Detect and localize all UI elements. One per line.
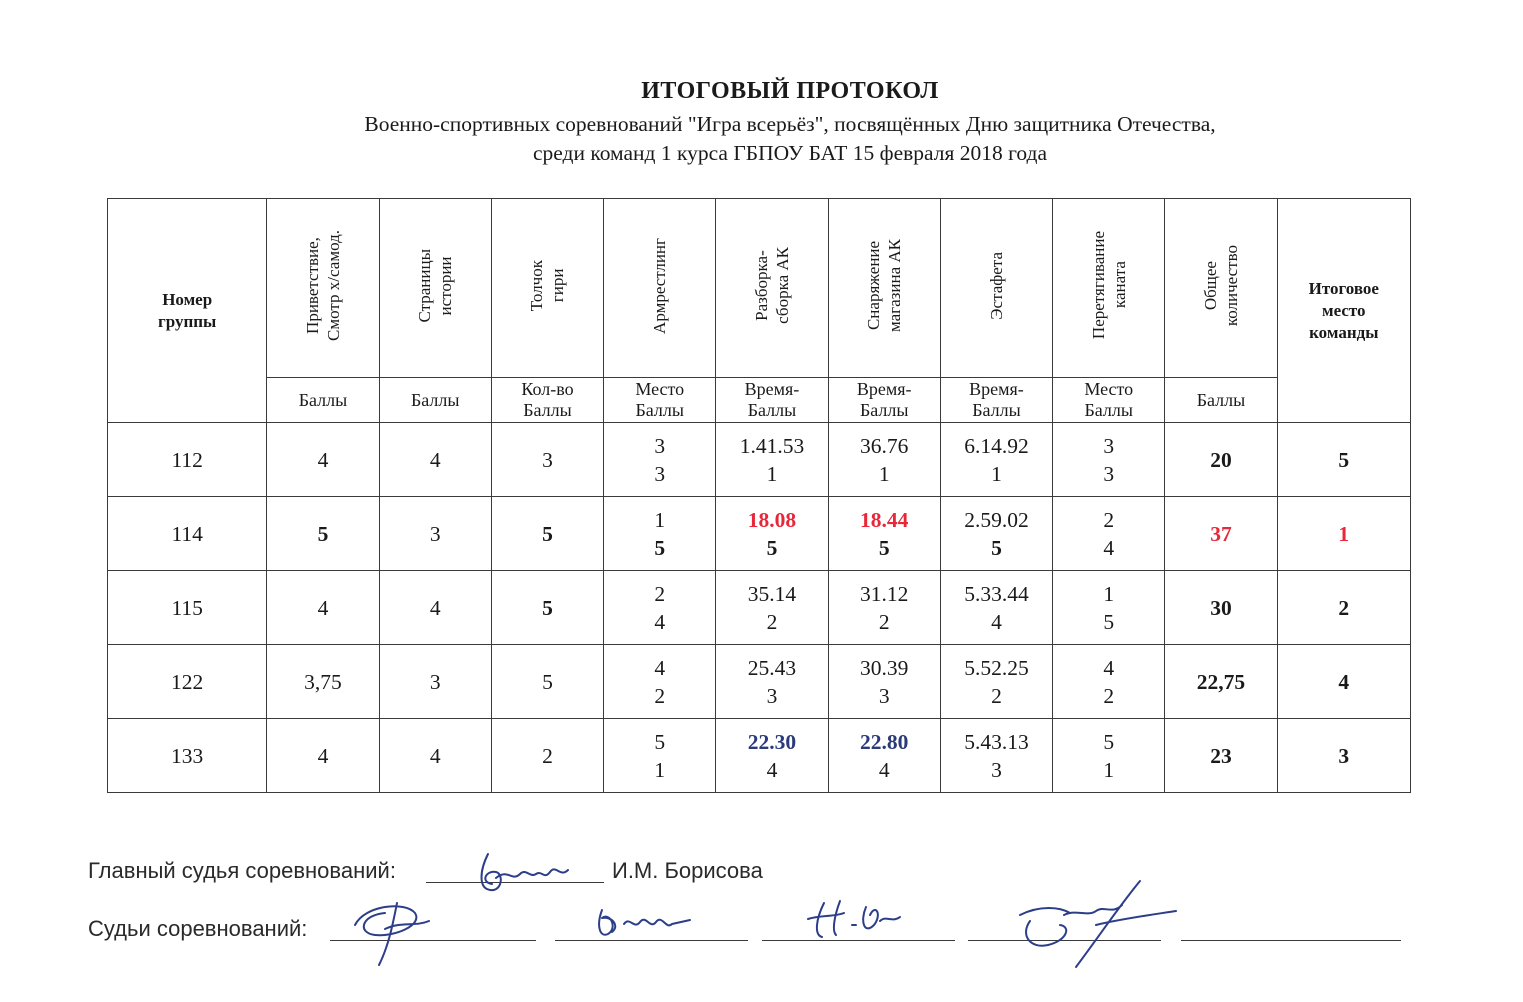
cell-armwrestling: 4 2 bbox=[604, 645, 716, 719]
cell-group: 112 bbox=[108, 423, 267, 497]
cell-history: 4 bbox=[379, 571, 491, 645]
cell-ak-assembly: 25.43 3 bbox=[716, 645, 828, 719]
header-event-history: Страницы истории bbox=[379, 199, 491, 378]
cell-ak-assembly: 1.41.53 1 bbox=[716, 423, 828, 497]
unit-history: Баллы bbox=[379, 378, 491, 423]
cell-total: 37 bbox=[1165, 497, 1277, 571]
header-group-number: Номер группы bbox=[108, 199, 267, 423]
header-event-armwrestling: Армрестлинг bbox=[604, 199, 716, 378]
unit-greeting: Баллы bbox=[267, 378, 379, 423]
document-subtitle-line1: Военно-спортивных соревнований "Игра всерьёз", посвящённых Дню защитника Отечества, bbox=[364, 112, 1216, 136]
table-row bbox=[108, 497, 1411, 571]
cell-total: 30 bbox=[1165, 571, 1277, 645]
judge-signature-3-icon bbox=[800, 895, 920, 945]
cell-ak-magazine: 31.12 2 bbox=[828, 571, 940, 645]
document-subtitle-line2: среди команд 1 курса ГБПОУ БАТ 15 февраля 2018 года bbox=[532, 141, 1048, 165]
header-final-place: Итоговое место команды bbox=[1277, 199, 1410, 423]
cell-ak-assembly: 22.30 4 bbox=[716, 719, 828, 793]
cell-tug-of-war: 1 5 bbox=[1053, 571, 1165, 645]
cell-group: 114 bbox=[108, 497, 267, 571]
header-event-kettlebell: Толчок гири bbox=[491, 199, 603, 378]
cell-armwrestling: 5 1 bbox=[604, 719, 716, 793]
cell-armwrestling: 3 3 bbox=[604, 423, 716, 497]
unit-kettlebell: Кол-во Баллы bbox=[491, 378, 603, 423]
cell-group: 122 bbox=[108, 645, 267, 719]
cell-kettlebell: 5 bbox=[491, 571, 603, 645]
cell-kettlebell: 2 bbox=[491, 719, 603, 793]
table-row bbox=[108, 645, 1411, 719]
table-row bbox=[108, 719, 1411, 793]
cell-relay: 2.59.02 5 bbox=[940, 497, 1052, 571]
cell-group: 115 bbox=[108, 571, 267, 645]
cell-place: 1 bbox=[1277, 497, 1410, 571]
cell-total: 20 bbox=[1165, 423, 1277, 497]
judges-label: Судьи соревнований: bbox=[88, 916, 308, 941]
unit-relay: Время- Баллы bbox=[940, 378, 1052, 423]
judge-signature-line-5 bbox=[1181, 940, 1401, 941]
cell-history: 3 bbox=[379, 645, 491, 719]
header-event-ak-magazine: Снаряжение магазина АК bbox=[828, 199, 940, 378]
table-row bbox=[108, 423, 1411, 497]
cell-place: 4 bbox=[1277, 645, 1410, 719]
cell-ak-assembly: 18.08 5 bbox=[716, 497, 828, 571]
cell-ak-magazine: 30.39 3 bbox=[828, 645, 940, 719]
cell-history: 3 bbox=[379, 497, 491, 571]
cell-relay: 5.43.13 3 bbox=[940, 719, 1052, 793]
chief-judge-signature-icon bbox=[470, 848, 580, 898]
cell-armwrestling: 1 5 bbox=[604, 497, 716, 571]
header-event-greeting: Приветствие, Смотр х/самод. bbox=[267, 199, 379, 378]
cell-greeting: 4 bbox=[267, 719, 379, 793]
unit-tug-of-war: Место Баллы bbox=[1053, 378, 1165, 423]
cell-ak-magazine: 18.44 5 bbox=[828, 497, 940, 571]
judge-signature-4-icon bbox=[1000, 875, 1180, 975]
chief-judge-name: И.М. Борисова bbox=[612, 858, 763, 883]
cell-greeting: 3,75 bbox=[267, 645, 379, 719]
unit-armwrestling: Место Баллы bbox=[604, 378, 716, 423]
cell-kettlebell: 5 bbox=[491, 645, 603, 719]
cell-place: 5 bbox=[1277, 423, 1410, 497]
cell-kettlebell: 3 bbox=[491, 423, 603, 497]
unit-ak-assembly: Время- Баллы bbox=[716, 378, 828, 423]
cell-tug-of-war: 4 2 bbox=[1053, 645, 1165, 719]
header-event-tug-of-war: Перетягивание каната bbox=[1053, 199, 1165, 378]
cell-greeting: 4 bbox=[267, 423, 379, 497]
cell-relay: 5.33.44 4 bbox=[940, 571, 1052, 645]
cell-greeting: 4 bbox=[267, 571, 379, 645]
cell-history: 4 bbox=[379, 719, 491, 793]
chief-judge-label: Главный судья соревнований: bbox=[88, 858, 396, 883]
cell-total: 22,75 bbox=[1165, 645, 1277, 719]
table-row bbox=[108, 571, 1411, 645]
unit-total: Баллы bbox=[1165, 378, 1277, 423]
results-table bbox=[107, 198, 1411, 793]
cell-tug-of-war: 5 1 bbox=[1053, 719, 1165, 793]
cell-relay: 6.14.92 1 bbox=[940, 423, 1052, 497]
cell-kettlebell: 5 bbox=[491, 497, 603, 571]
cell-total: 23 bbox=[1165, 719, 1277, 793]
judge-signature-2-icon bbox=[590, 900, 700, 945]
cell-place: 3 bbox=[1277, 719, 1410, 793]
cell-history: 4 bbox=[379, 423, 491, 497]
judge-signature-1-icon bbox=[345, 895, 445, 970]
cell-ak-magazine: 36.76 1 bbox=[828, 423, 940, 497]
cell-ak-magazine: 22.80 4 bbox=[828, 719, 940, 793]
header-total: Общее количество bbox=[1165, 199, 1277, 378]
cell-place: 2 bbox=[1277, 571, 1410, 645]
cell-armwrestling: 2 4 bbox=[604, 571, 716, 645]
header-event-ak-assembly: Разборка- сборка АК bbox=[716, 199, 828, 378]
cell-tug-of-war: 3 3 bbox=[1053, 423, 1165, 497]
cell-relay: 5.52.25 2 bbox=[940, 645, 1052, 719]
cell-group: 133 bbox=[108, 719, 267, 793]
cell-tug-of-war: 2 4 bbox=[1053, 497, 1165, 571]
cell-ak-assembly: 35.14 2 bbox=[716, 571, 828, 645]
document-title: ИТОГОВЫЙ ПРОТОКОЛ bbox=[641, 78, 939, 104]
cell-greeting: 5 bbox=[267, 497, 379, 571]
unit-ak-magazine: Время- Баллы bbox=[828, 378, 940, 423]
header-event-relay: Эстафета bbox=[940, 199, 1052, 378]
